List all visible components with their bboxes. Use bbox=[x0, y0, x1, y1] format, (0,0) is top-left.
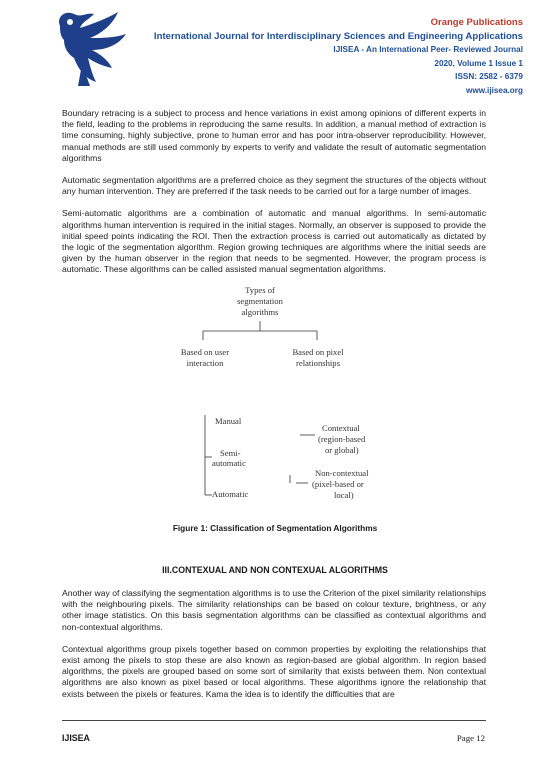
root-node bbox=[237, 285, 283, 296]
right-branch-line: Based on pixel bbox=[292, 347, 344, 357]
paragraph: Contextual algorithms group pixels together based on common properties by exploiting the relationships that exist among the pixels to stop these are also known as region-based are global algorithm. In region based algorithms, the pixels are grouped based on some sort of similarity that exists between them. Non contextual algorithms are also known as pixel based or local algorithms. These algorithms ignore the relationship that exists between the pixels or features. Kama the idea is to identify the difficulties that are bbox=[62, 643, 486, 699]
paragraph: Semi-automatic algorithms are a combination of automatic and manual algorithms. In semi-automatic algorithms human intervention is required in the initial stages. Normally, an observer is supposed to provide the initial speed points indicating the ROI. Then the extraction process is carried out automatically as dictated by the logic of the segmentation algorithm. Region growing techniques are algorithms where the initial seeds are given by the human observer in the region that needs to be segmented. However, the program process is automatic. These algorithms can be called assisted manual segmentation algorithms. bbox=[62, 208, 486, 275]
left-branch-line: Based on user bbox=[180, 347, 230, 357]
contextual-node: (region-based bbox=[318, 434, 366, 444]
left-branch-line: interaction bbox=[186, 358, 224, 368]
page-number: Page 12 bbox=[456, 733, 485, 743]
journal-subtitle: IJISEA - An International Peer- Reviewed Journal bbox=[333, 45, 523, 54]
footer-rule bbox=[62, 720, 486, 721]
journal-header bbox=[154, 16, 523, 97]
root-line: segmentation bbox=[237, 296, 283, 306]
figure-caption: Figure 1: Classification of Segmentation Algorithms bbox=[172, 523, 378, 533]
journal-url[interactable]: www.ijisea.org bbox=[465, 85, 523, 95]
noncontextual-node: local) bbox=[334, 490, 354, 500]
section-heading: III.CONTEXUAL AND NON CONTEXUAL ALGORITHMS bbox=[162, 565, 388, 575]
footer-journal: IJISEA bbox=[62, 733, 90, 743]
manual-node: Manual bbox=[215, 416, 242, 426]
publisher-name: Orange Publications bbox=[430, 17, 523, 28]
paragraph: Another way of classifying the segmentation algorithms is to use the Criterion of the pixel similarity relationships with the neighbouring pixels. The similarity relationships can be based on colour texture, brightness, or any other image statistics. On this basis segmentation algorithms can be classified as contextual algorithms and non-contextual algorithms. bbox=[62, 588, 486, 632]
journal-issn: ISSN: 2582 - 6379 bbox=[455, 72, 523, 81]
journal-volume: 2020, Volume 1 Issue 1 bbox=[434, 58, 523, 68]
journal-title: International Journal for Interdisciplinary Sciences and Engineering Applications bbox=[153, 30, 523, 42]
root-line: Types of bbox=[245, 285, 275, 295]
contextual-node: or global) bbox=[325, 445, 359, 455]
automatic-node: Automatic bbox=[212, 489, 249, 499]
journal-logo bbox=[52, 8, 134, 90]
classification-diagram bbox=[160, 285, 410, 505]
contextual-node: Contextual bbox=[322, 423, 360, 433]
body-text bbox=[62, 108, 486, 287]
noncontextual-node: Non-contextual bbox=[315, 468, 369, 478]
root-line: algorithms bbox=[241, 307, 279, 317]
right-branch-line: relationships bbox=[296, 358, 340, 368]
semi-node: automatic bbox=[212, 458, 246, 468]
semi-node: Semi- bbox=[220, 448, 241, 458]
paragraph: Boundary retracing is a subject to process and hence variations in exist among opinions of different experts in the field, leading to the problems in reproducing the same results. In addition, a manual method of extraction is time consuming, highly subjective, prone to human error and has poor intra-observer reproducibility. However, manual methods are still used commonly by experts to verify and validate the result of automatic segmentation algorithms bbox=[62, 108, 486, 163]
paragraph: Automatic segmentation algorithms are a preferred choice as they segment the structures of the objects without any human intervention. They are preferred if the task needs to be carried out for a large number of images. bbox=[62, 175, 486, 197]
section-text bbox=[62, 588, 486, 711]
diagram-connectors bbox=[160, 285, 410, 505]
noncontextual-node: (pixel-based or bbox=[312, 479, 364, 489]
